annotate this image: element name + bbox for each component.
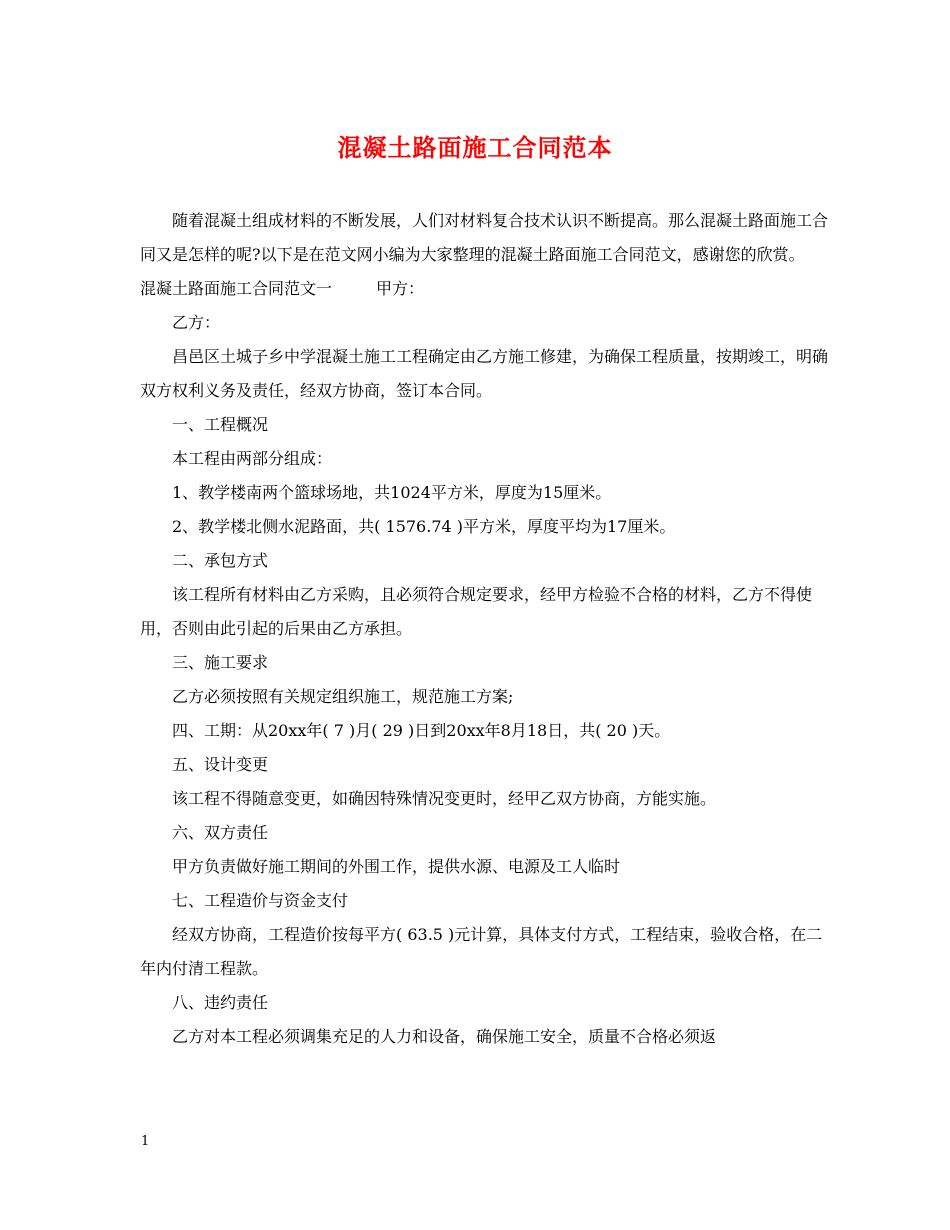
section-3-text: 乙方必须按照有关规定组织施工，规范施工方案; (172, 687, 514, 706)
section-4-text: 四、工期：从20xx年( 7 )月( 29 )日到20xx年8月18日，共( 20 )天。 (172, 721, 671, 740)
section-1-item-2: 2、教学楼北侧水泥路面，共( 1576.74 )平方米，厚度平均为17厘米。 (172, 517, 676, 536)
document-title: 混凝土路面施工合同范本 (337, 133, 613, 162)
sample-heading-line (140, 272, 830, 306)
section-8-heading: 八、违约责任 (172, 993, 269, 1012)
party-b-label: 乙方： (172, 313, 221, 332)
section-1-heading: 一、工程概况 (172, 415, 269, 434)
sample-heading: 混凝土路面施工合同范文一 (140, 279, 333, 298)
section-6-heading: 六、双方责任 (172, 823, 269, 842)
document-body (140, 204, 830, 1054)
section-1-item-1: 1、教学楼南两个篮球场地，共1024平方米，厚度为15厘米。 (172, 483, 612, 502)
section-8-text: 乙方对本工程必须调集充足的人力和设备，确保施工安全，质量不合格必须返 (172, 1027, 717, 1046)
section-3-heading: 三、施工要求 (172, 653, 269, 672)
section-7-text: 经双方协商，工程造价按每平方( 63.5 )元计算，具体支付方式，工程结束，验收合格，在二年内付清工程款。 (140, 925, 823, 978)
party-a-label: 甲方： (376, 279, 425, 298)
section-6-text: 甲方负责做好施工期间的外围工作，提供水源、电源及工人临时 (172, 857, 621, 876)
section-2-text: 该工程所有材料由乙方采购，且必须符合规定要求，经甲方检验不合格的材料，乙方不得使用，否则由此引起的后果由乙方承担。 (140, 585, 813, 638)
section-1-text: 本工程由两部分组成： (172, 449, 333, 468)
preamble-paragraph: 昌邑区土城子乡中学混凝土施工工程确定由乙方施工修建，为确保工程质量，按期竣工，明确双方权利义务及责任，经双方协商，签订本合同。 (140, 347, 829, 400)
page-number: 1 (141, 1134, 150, 1149)
section-7-heading: 七、工程造价与资金支付 (172, 891, 349, 910)
section-5-text: 该工程不得随意变更，如确因特殊情况变更时，经甲乙双方协商，方能实施。 (172, 789, 717, 808)
intro-paragraph: 随着混凝土组成材料的不断发展，人们对材料复合技术认识不断提高。那么混凝土路面施工合同又是怎样的呢?以下是在范文网小编为大家整理的混凝土路面施工合同范文，感谢您的欣赏。 (140, 211, 829, 264)
section-2-heading: 二、承包方式 (172, 551, 269, 570)
section-5-heading: 五、设计变更 (172, 755, 269, 774)
